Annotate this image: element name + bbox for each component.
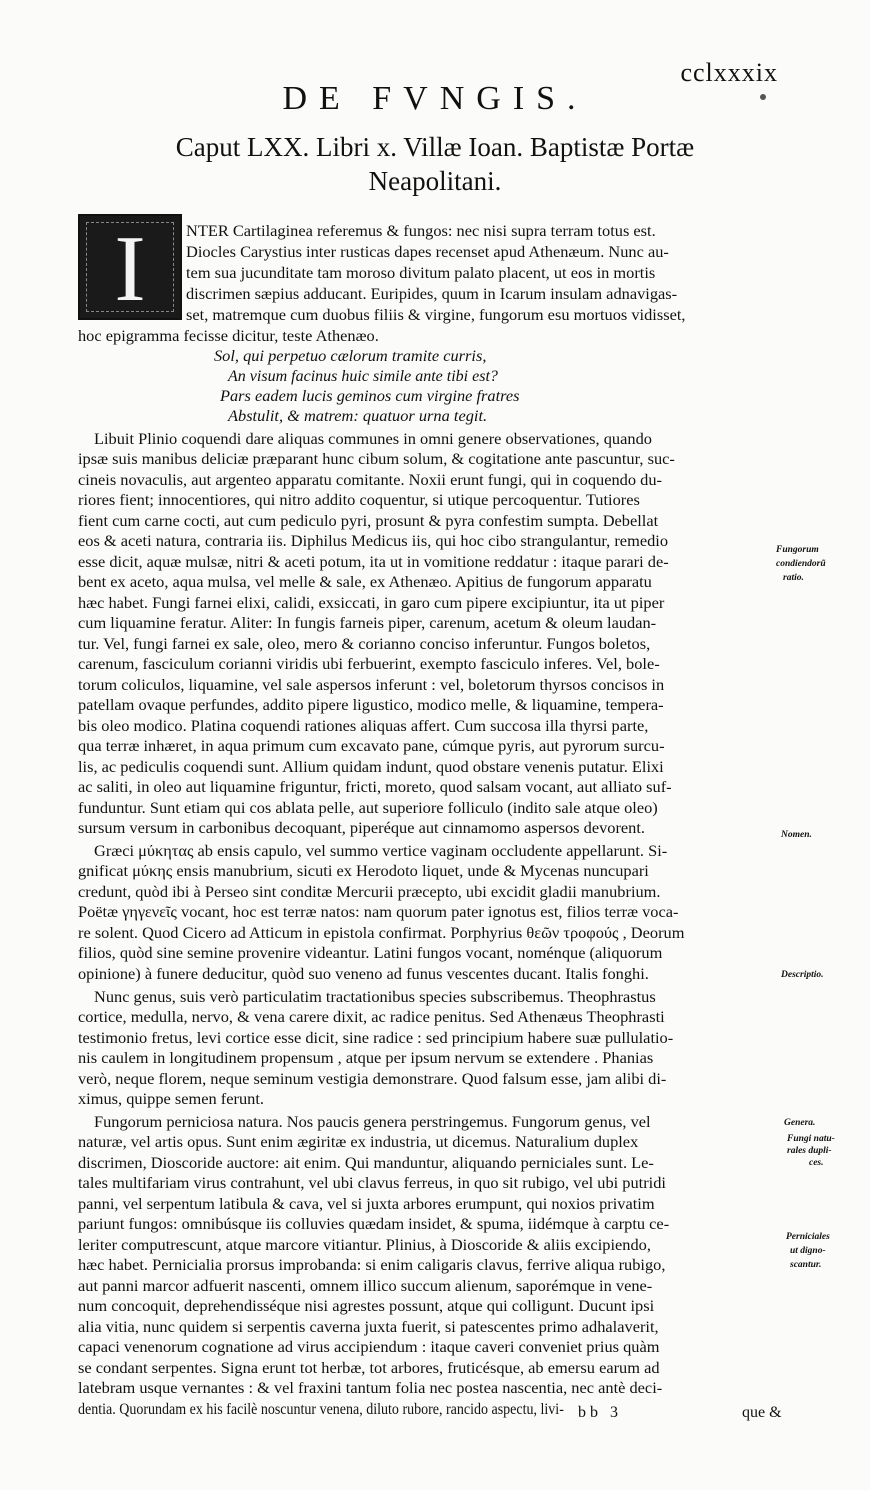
text-line: eos & aceti natura, contraria iis. Diphilus Medicus iis, qui hoc cibo strangulantur, remedio — [78, 533, 669, 550]
margin-note: rales dupli- — [787, 1146, 832, 1156]
margin-note: ratio. — [783, 573, 804, 583]
margin-note: Descriptio. — [781, 970, 824, 980]
ink-spot — [760, 94, 766, 100]
text-line: bent ex aceto, aqua mulsa, vel melle & sale, ex Athenæo. Apitius de fungorum apparatu — [78, 574, 652, 591]
text-line: gnificat μύκης ensis manubrium, sicuti ex Herodoto liquet, unde & Mycenas nuncupari — [78, 863, 649, 880]
epigram-line: Sol, qui perpetuo cælorum tramite curris, — [214, 348, 487, 365]
text-line: NTER Cartilaginea referemus & fungos: nec nisi supra terram totus est. — [186, 223, 656, 240]
decorated-initial: I — [78, 214, 182, 320]
margin-note: Fungorum — [776, 545, 819, 555]
text-line: sursum versum in carbonibus decoquant, piperéque aut cinnamomo aspersos devorent. — [78, 820, 646, 837]
text-line: patellam ovaque perfundes, addito pipere ligustico, modico melle, & liquamine, tempera- — [78, 697, 664, 714]
text-line: bis oleo modico. Platina coquendi rationes aliquas affert. Cum succosa illa thyrsi parte, — [78, 718, 649, 735]
text-line: nis caulem in longitudinem propensum , atque per ipsum nervum se extendere . Phanias — [78, 1050, 654, 1067]
epigram-line: An visum facinus huic simile ante tibi est? — [228, 368, 498, 385]
text-line: set, matremque cum duobus filiis & virgine, fungorum esu mortuos vidisset, — [186, 307, 686, 324]
text-line: cineis novaculis, aut argenteo apparatu comitante. Noxii erunt fungi, qui in coquendo du- — [78, 472, 662, 489]
epigram-line: Abstulit, & matrem: quatuor urna tegit. — [228, 408, 488, 425]
text-line: esse dicit, aquæ mulsæ, nitri & aceti potum, ita ut in vomitione reddatur : itaque parari de- — [78, 554, 669, 571]
margin-note: ces. — [809, 1158, 824, 1168]
text-line: tales multifariam virus contrahunt, vel ubi clavus ferreus, in quo sit rubigo, vel ubi putridi — [78, 1175, 666, 1192]
page-title: DE FVNGIS. — [282, 80, 588, 117]
text-line: cum liquamine feratur. Aliter: In fungis farneis piper, carenum, acetum & oleum laudan- — [78, 615, 657, 632]
text-line: num concoquit, deprehendisséque nisi agrestes possunt, atque qui colligunt. Ducunt ipsi — [78, 1298, 655, 1315]
text-line: Diocles Carystius inter rusticas dapes recenset apud Athenæum. Nunc au- — [186, 244, 669, 261]
text-line: aut panni marcor adfuerit nascenti, omnem illico succum alienum, saporémque in vene- — [78, 1278, 653, 1295]
text-line: re solent. Quod Cicero ad Atticum in epistola confirmat. Porphyrius θεῶν τροφούς , Deorum — [78, 925, 685, 942]
text-line: hæc habet. Fungi farnei elixi, calidi, exsiccati, in garo cum pipere excipiuntur, ita ut piper — [78, 595, 665, 612]
text-line: Fungorum perniciosa natura. Nos paucis genera perstringemus. Fungorum genus, vel — [94, 1114, 651, 1131]
text-line: lis, ac pediculis coquendi sunt. Allium quidam indunt, quod obstare venenis putatur. Elixi — [78, 759, 664, 776]
margin-note: Nomen. — [781, 830, 812, 840]
text-line: tem sua jucunditate tam moroso divitum palato placent, ut eos in mortis — [186, 265, 656, 282]
chapter-heading-line: Caput LXX. Libri x. Villæ Ioan. Baptistæ Portæ — [175, 132, 695, 162]
text-line: hæc habet. Pernicialia prorsus improbanda: si enim caligaris clavus, ferrive aliqua rubigo, — [78, 1257, 666, 1274]
text-line: Poëtæ γηγενεῖς vocant, hoc est terræ natos: nam quorum pater ignotus est, filios terræ voca- — [78, 904, 679, 921]
margin-note: Genera. — [784, 1118, 816, 1128]
folio-number: cclxxxix — [680, 58, 778, 87]
text-line: dentia. Quorundam ex his facilè noscuntur venena, diluto rubore, rancido aspectu, livi- — [78, 1401, 564, 1418]
text-line: funduntur. Sunt etiam qui cos ablata pelle, aut superiore folliculo (indito sale atque oleo) — [78, 800, 658, 817]
text-line: qua terræ inhæret, in aqua primum cum excavato pane, cúmque pyris, aut pyrorum surcu- — [78, 738, 665, 755]
text-line: Græci μύκητας ab ensis capulo, vel summo vertice vaginam occludente appellarunt. Si- — [94, 843, 668, 860]
text-line: cortice, medulla, nervo, & vena carere dixit, ac radice penitus. Sed Athenæus Theophrasti — [78, 1009, 665, 1026]
text-line: hoc epigramma fecisse dicitur, teste Athenæo. — [78, 328, 379, 345]
text-line: ximus, quippe semen ferunt. — [78, 1091, 264, 1108]
catchword: que & — [742, 1404, 782, 1421]
margin-note: condiendorũ — [776, 559, 826, 569]
text-line: tur. Vel, fungi farnei ex sale, oleo, mero & corianno conciso inferuntur. Fungos boletos, — [78, 636, 651, 653]
text-line: verò, neque florem, neque seminum vestigia demonstrare. Quod falsum esse, jam alibi di- — [78, 1071, 667, 1088]
text-line: ac saliti, in oleo aut liquamine friguntur, fricti, moreto, quod salsam vocant, aut alliato suf- — [78, 779, 672, 796]
text-line: leriter computrescunt, atque marcore vitiantur. Plinius, à Dioscoride & aliis excipiendo, — [78, 1237, 651, 1254]
text-line: credunt, quòd ibi à Perseo sint conditæ Mercurii præcepto, ubi excidit gladii manubrium. — [78, 884, 661, 901]
margin-note: ut digno- — [790, 1246, 826, 1256]
text-line: ipsæ suis manibus deliciæ præparant hunc cibum solum, & cogitatione ante pascuntur, suc- — [78, 451, 675, 468]
text-line: naturæ, vel artis opus. Sunt enim ægiritæ ex industria, ut dicemus. Naturalium duplex — [78, 1134, 639, 1151]
text-line: se condant serpentes. Signa erunt tot herbæ, tot arbores, fruticésque, ab emersu earum ad — [78, 1360, 660, 1377]
text-line: riores fient; innocentiores, qui nitro addito coquentur, si utique percoquentur. Tutiores — [78, 492, 640, 509]
text-line: pariunt fungos: omnibúsque iis colluvies quædam insidet, & spuma, iidémque à carptu ce- — [78, 1216, 670, 1233]
signature-mark: bb 3 — [578, 1404, 622, 1421]
text-line: capaci venenorum cognatione ad virus accipiendum : itaque caveri conveniet prius quàm — [78, 1339, 660, 1356]
text-line: discrimen sæpius adducant. Euripides, quum in Icarum insulam adnavigas- — [186, 286, 678, 303]
margin-note: Fungi natu- — [787, 1134, 835, 1144]
text-line: Libuit Plinio coquendi dare aliquas communes in omni genere observationes, quando — [94, 431, 652, 448]
text-line: alia vitia, nunc quidem si serpentis caverna juxta fuerit, si patescentes primo adhalaverit, — [78, 1319, 659, 1336]
text-line: carenum, fasciculum corianni viridis ubi ferbuerint, exempto fasciculo inferes. Vel, bole- — [78, 656, 660, 673]
margin-note: scantur. — [790, 1260, 822, 1270]
epigram-line: Pars eadem lucis geminos cum virgine fratres — [220, 388, 520, 405]
chapter-heading-line: Neapolitani. — [368, 166, 502, 196]
text-line: filios, quòd sine semine provenire videantur. Latini fungos vocant, noménque (aliquorum — [78, 945, 663, 962]
text-line: discrimen, Dioscoride auctore: ait enim. Qui manduntur, aliquando perniciales sunt. Le- — [78, 1155, 654, 1172]
margin-note: Perniciales — [786, 1232, 830, 1242]
text-line: fient cum carne cocti, aut cum pediculo pyri, prosunt & pyra confestim sumpta. Debellat — [78, 513, 659, 530]
text-line: latebram usque vernantes : & vel fraxini tantum folia nec postea nascentia, nec antè deci- — [78, 1380, 663, 1397]
text-line: Nunc genus, suis verò particulatim tractationibus species subscribemus. Theophrastus — [94, 989, 656, 1006]
text-line: panni, vel serpentum latibula & cava, vel si juxta arbores erumpunt, qui noxios privatim — [78, 1196, 655, 1213]
text-line: testimonio fretus, levi cortice esse dicit, sine radice : sed principium habere suæ pullulatio- — [78, 1030, 674, 1047]
text-line: torum coliculos, liquamine, vel sale aspersos inferunt : vel, boletorum thyrsos concisos in — [78, 677, 665, 694]
text-line: opinione) à funere deducitur, quòd suo veneno ad funus vescentes ducant. Italis fonghi. — [78, 966, 649, 983]
